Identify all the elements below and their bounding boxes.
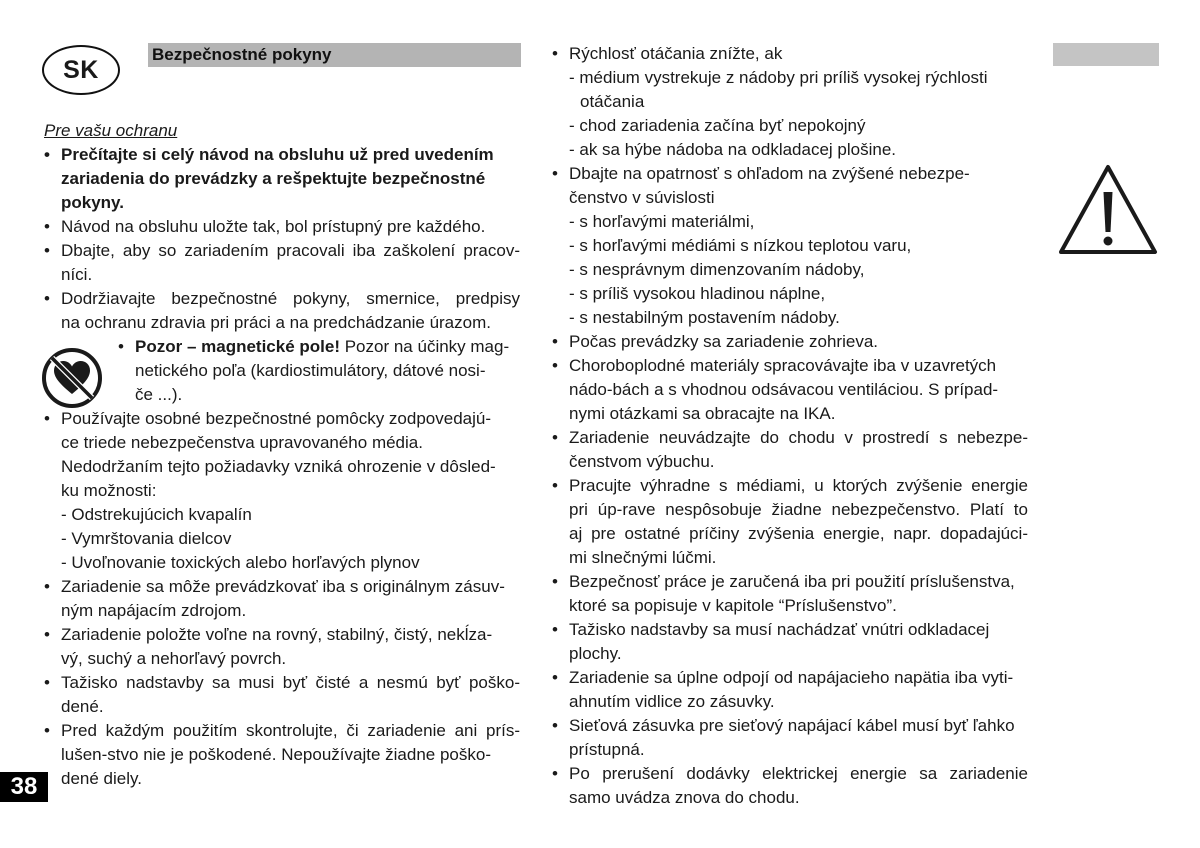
text-line: - Uvoľnovanie toxických alebo horľavých plynov	[61, 553, 420, 572]
text-line: zariadenia do prevádzky a rešpektujte bezpečnostné	[61, 169, 486, 188]
magnet-warning-bold: Pozor – magnetické pole!	[135, 337, 340, 356]
text-line: - médium vystrekuje z nádoby pri príliš vysokej rýchlosti	[569, 68, 988, 87]
bullet-line: • Dbajte na opatrnosť s ohľadom na zvýšené nebezpe-	[552, 162, 1028, 186]
magnet-warning-text: Pozor na účinky mag-	[340, 337, 510, 356]
bullet-line: • Rýchlosť otáčania znížte, ak	[552, 42, 1028, 66]
bullet-line: • Zariadenie sa môže prevádzkovať iba s originálnym zásuv-	[44, 575, 520, 599]
text-line: otáčania	[580, 92, 645, 111]
text-line: plochy.	[569, 644, 622, 663]
section-subtitle: Pre vašu ochranu	[44, 121, 178, 140]
bullet-line: • Prečítajte si celý návod na obsluhu už pred uvedením	[44, 143, 520, 167]
bullet-line: • Dodržiavajte bezpečnostné pokyny, smernice, predpisy	[44, 287, 520, 311]
bullet-line: • Počas prevádzky sa zariadenie zohrieva.	[552, 330, 1028, 354]
right-column	[552, 42, 1028, 810]
text-line: - s príliš vysokou hladinou náplne,	[569, 284, 826, 303]
text-line: nádo-bách a s vhodnou odsávacou ventiláciou. S prípad-	[569, 380, 999, 399]
text-line: vý, suchý a nehorľavý povrch.	[61, 649, 287, 668]
page-number: 38	[0, 772, 48, 802]
left-column	[44, 119, 520, 791]
text-line: samo uvádza znova do chodu.	[569, 788, 800, 807]
bullet-line: • Tažisko nadstavby sa musi byť čisté a nesmú byť poško-	[44, 671, 520, 695]
bullet-line: • Bezpečnosť práce je zaručená iba pri použití príslušenstva,	[552, 570, 1028, 594]
magnet-warning	[44, 335, 520, 407]
text-line: - s horľavými materiálmi,	[569, 212, 755, 231]
text-line: - Vymrštovania dielcov	[61, 529, 232, 548]
bullet-line: • Pracujte výhradne s médiami, u ktorých zvýšenie energie	[552, 474, 1028, 498]
right-list	[552, 42, 1028, 810]
text-line: - Odstrekujúcich kvapalín	[61, 505, 252, 524]
bullet-line: • Zariadenie neuvádzajte do chodu v prostredí s nebezpe-	[552, 426, 1028, 450]
text-line: lušen-stvo nie je poškodené. Nepoužívajte žiadne poško-	[61, 745, 491, 764]
text-line: mi slnečnými lúčmi.	[569, 548, 717, 567]
text-line: - chod zariadenia začína byť nepokojný	[569, 116, 866, 135]
header-bar-right	[1053, 43, 1159, 66]
text-line: Nedodržaním tejto požiadavky vzniká ohrozenie v dôsled-	[61, 457, 496, 476]
text-line: čenstvo v súvislosti	[569, 188, 715, 207]
bullet-line: • Choroboplodné materiály spracovávajte iba v uzavretých	[552, 354, 1028, 378]
text-line: na ochranu zdravia pri práci a na predchádzanie úrazom.	[61, 313, 491, 332]
text-line: ným napájacím zdrojom.	[61, 601, 247, 620]
language-code: SK	[63, 56, 99, 84]
left-list-top	[44, 143, 520, 335]
bullet-line: • Tažisko nadstavby sa musí nachádzať vnútri odkladacej	[552, 618, 1028, 642]
bullet-line: • Po prerušení dodávky elektrickej energie sa zariadenie	[552, 762, 1028, 786]
text-line: ktoré sa popisuje v kapitole “Príslušenstvo”.	[569, 596, 897, 615]
warning-triangle-icon	[1057, 162, 1159, 258]
text-line: čenstvom výbuchu.	[569, 452, 715, 471]
magnet-warning-line3: če ...).	[135, 385, 183, 404]
magnet-warning-line2: netického poľa (kardiostimulátory, dátové nosi-	[135, 361, 486, 380]
text-line: dené.	[61, 697, 104, 716]
text-line: dené diely.	[61, 769, 142, 788]
bullet-line: • Návod na obsluhu uložte tak, bol prístupný pre každého.	[44, 215, 520, 239]
text-line: ce triede nebezpečenstva upravovaného média.	[61, 433, 423, 452]
bullet-line: • Dbajte, aby so zariadením pracovali iba zaškolení pracov-	[44, 239, 520, 263]
text-line: - s horľavými médiámi s nízkou teplotou varu,	[569, 236, 912, 255]
text-line: níci.	[61, 265, 93, 284]
text-line: ku možnosti:	[61, 481, 157, 500]
text-line: - ak sa hýbe nádoba na odkladacej plošine.	[569, 140, 897, 159]
bullet-line: • Zariadenie položte voľne na rovný, stabilný, čistý, nekĺza-	[44, 623, 520, 647]
bullet-line: • Sieťová zásuvka pre sieťový napájací kábel musí byť ľahko	[552, 714, 1028, 738]
text-line: pri úp-rave nespôsobuje žiadne nebezpečenstvo. Platí to	[569, 500, 1028, 519]
bullet-line: • Pred každým použitím skontrolujte, či zariadenie ani prís-	[44, 719, 520, 743]
text-line: - s nesprávnym dimenzovaním nádoby,	[569, 260, 865, 279]
text-line: aj pre ostatné príčiny zvýšenia energie, napr. dopadajúci-	[569, 524, 1028, 543]
text-line: nymi otázkami sa obracajte na IKA.	[569, 404, 836, 423]
bullet-line: • Zariadenie sa úplne odpojí od napájacieho napätia iba vyti-	[552, 666, 1028, 690]
text-line: ahnutím vidlice zo zásuvky.	[569, 692, 775, 711]
left-list-bottom	[44, 407, 520, 791]
page-title: Bezpečnostné pokyny	[152, 45, 332, 64]
language-badge	[42, 45, 120, 95]
no-pacemaker-icon	[41, 347, 103, 409]
text-line: - s nestabilným postavením nádoby.	[569, 308, 840, 327]
bullet-line: • Používajte osobné bezpečnostné pomôcky zodpovedajú-	[44, 407, 520, 431]
text-line: prístupná.	[569, 740, 645, 759]
text-line: pokyny.	[61, 193, 124, 212]
